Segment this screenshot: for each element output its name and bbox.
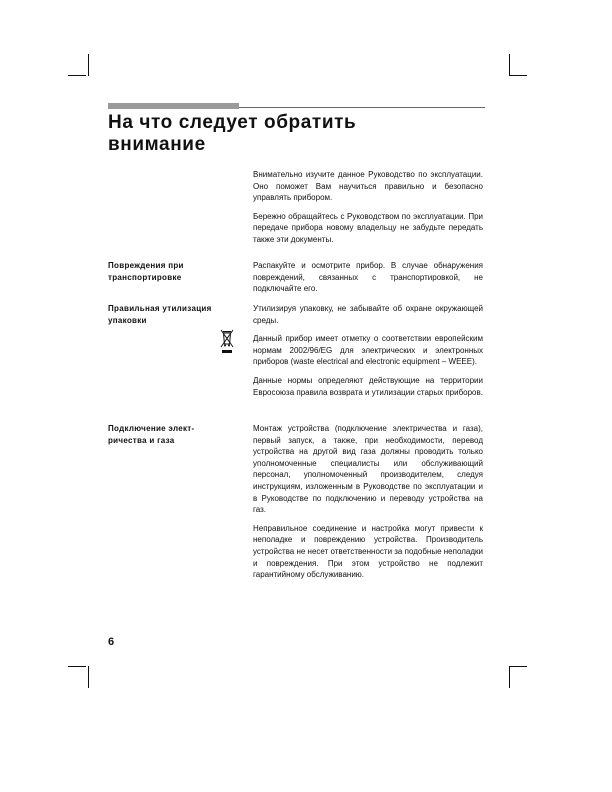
section-electricity-gas — [108, 423, 486, 581]
section-label — [108, 423, 226, 446]
section-paragraph: Данный прибор имеет отметку о соответствии европейским нормам 2002/96/EG для электрических и электронных приборов (waste electrical and electronic equipment – WEEE). — [253, 334, 483, 367]
intro-paragraph: Внимательно изучите данное Руководство по эксплуатации. Оно поможет Вам научиться правильно и безопасно управлять прибором. — [253, 170, 483, 203]
section-label-line: Правильная утилизация — [108, 304, 212, 313]
crop-mark-bottom-left-vertical — [88, 666, 89, 688]
section-label — [108, 303, 226, 326]
section-label-line: Повреждения при — [108, 261, 184, 270]
section-paragraph: Утилизируя упаковку, не забывайте об охране окружающей среды. — [253, 304, 483, 325]
section-paragraph: Монтаж устройства (подключение электричества и газа), первый запуск, а также, при необходимости, перевод устройства на другой вид газа должны проводить только уполномоченные специалисты или обслуживающий персонал, уполномоченный производителем, следуя инструкциям, изложенным в Руководстве по эксплуатации и в Руководстве по подключению и переводу устройства на газ. — [253, 424, 483, 515]
page-title-line-1: На что следует обратить — [108, 112, 357, 133]
section-label — [108, 260, 226, 283]
section-label-line: Подключение элект- — [108, 424, 195, 433]
section-packaging-disposal — [108, 303, 486, 398]
crossed-out-wheelie-bin-icon — [220, 328, 234, 356]
crop-mark-bottom-right-vertical — [509, 666, 510, 688]
page-title-line-2: внимание — [108, 134, 206, 155]
title-rule — [239, 107, 485, 108]
title-accent-bar — [108, 103, 239, 109]
crop-mark-top-right-horizontal — [509, 75, 527, 76]
crop-mark-top-left-horizontal — [68, 75, 86, 76]
crop-mark-bottom-right-horizontal — [509, 666, 527, 667]
page-number: 6 — [108, 636, 115, 648]
section-paragraph: Данные нормы определяют действующие на территории Евросоюза правила возврата и утилизации старых приборов. — [253, 375, 483, 397]
crop-mark-top-left-vertical — [88, 54, 89, 76]
section-label-line: ричества и газа — [108, 435, 175, 445]
intro-section — [108, 169, 486, 246]
page-title — [108, 112, 488, 156]
section-paragraph: Неправильное соединение и настройка могут привести к неполадке и повреждению устройства. Производитель устройства не несет ответственности за подобные неполадки и повреждения. При этом устройство не подлежит гарантийному обслуживанию. — [253, 523, 483, 580]
crop-mark-top-right-vertical — [509, 54, 510, 76]
crop-mark-bottom-left-horizontal — [68, 666, 86, 667]
section-transport-damage — [108, 260, 486, 295]
section-label-line: транспортировке — [108, 272, 182, 282]
section-paragraph: Распакуйте и осмотрите прибор. В случае обнаружения повреждений, связанных с транспортировкой, не подключайте его. — [253, 261, 483, 294]
intro-paragraph: Бережно обращайтесь с Руководством по эксплуатации. При передаче прибора новому владельцу не забудьте передать также эти документы. — [253, 211, 483, 244]
section-label-line: упаковки — [108, 315, 147, 325]
